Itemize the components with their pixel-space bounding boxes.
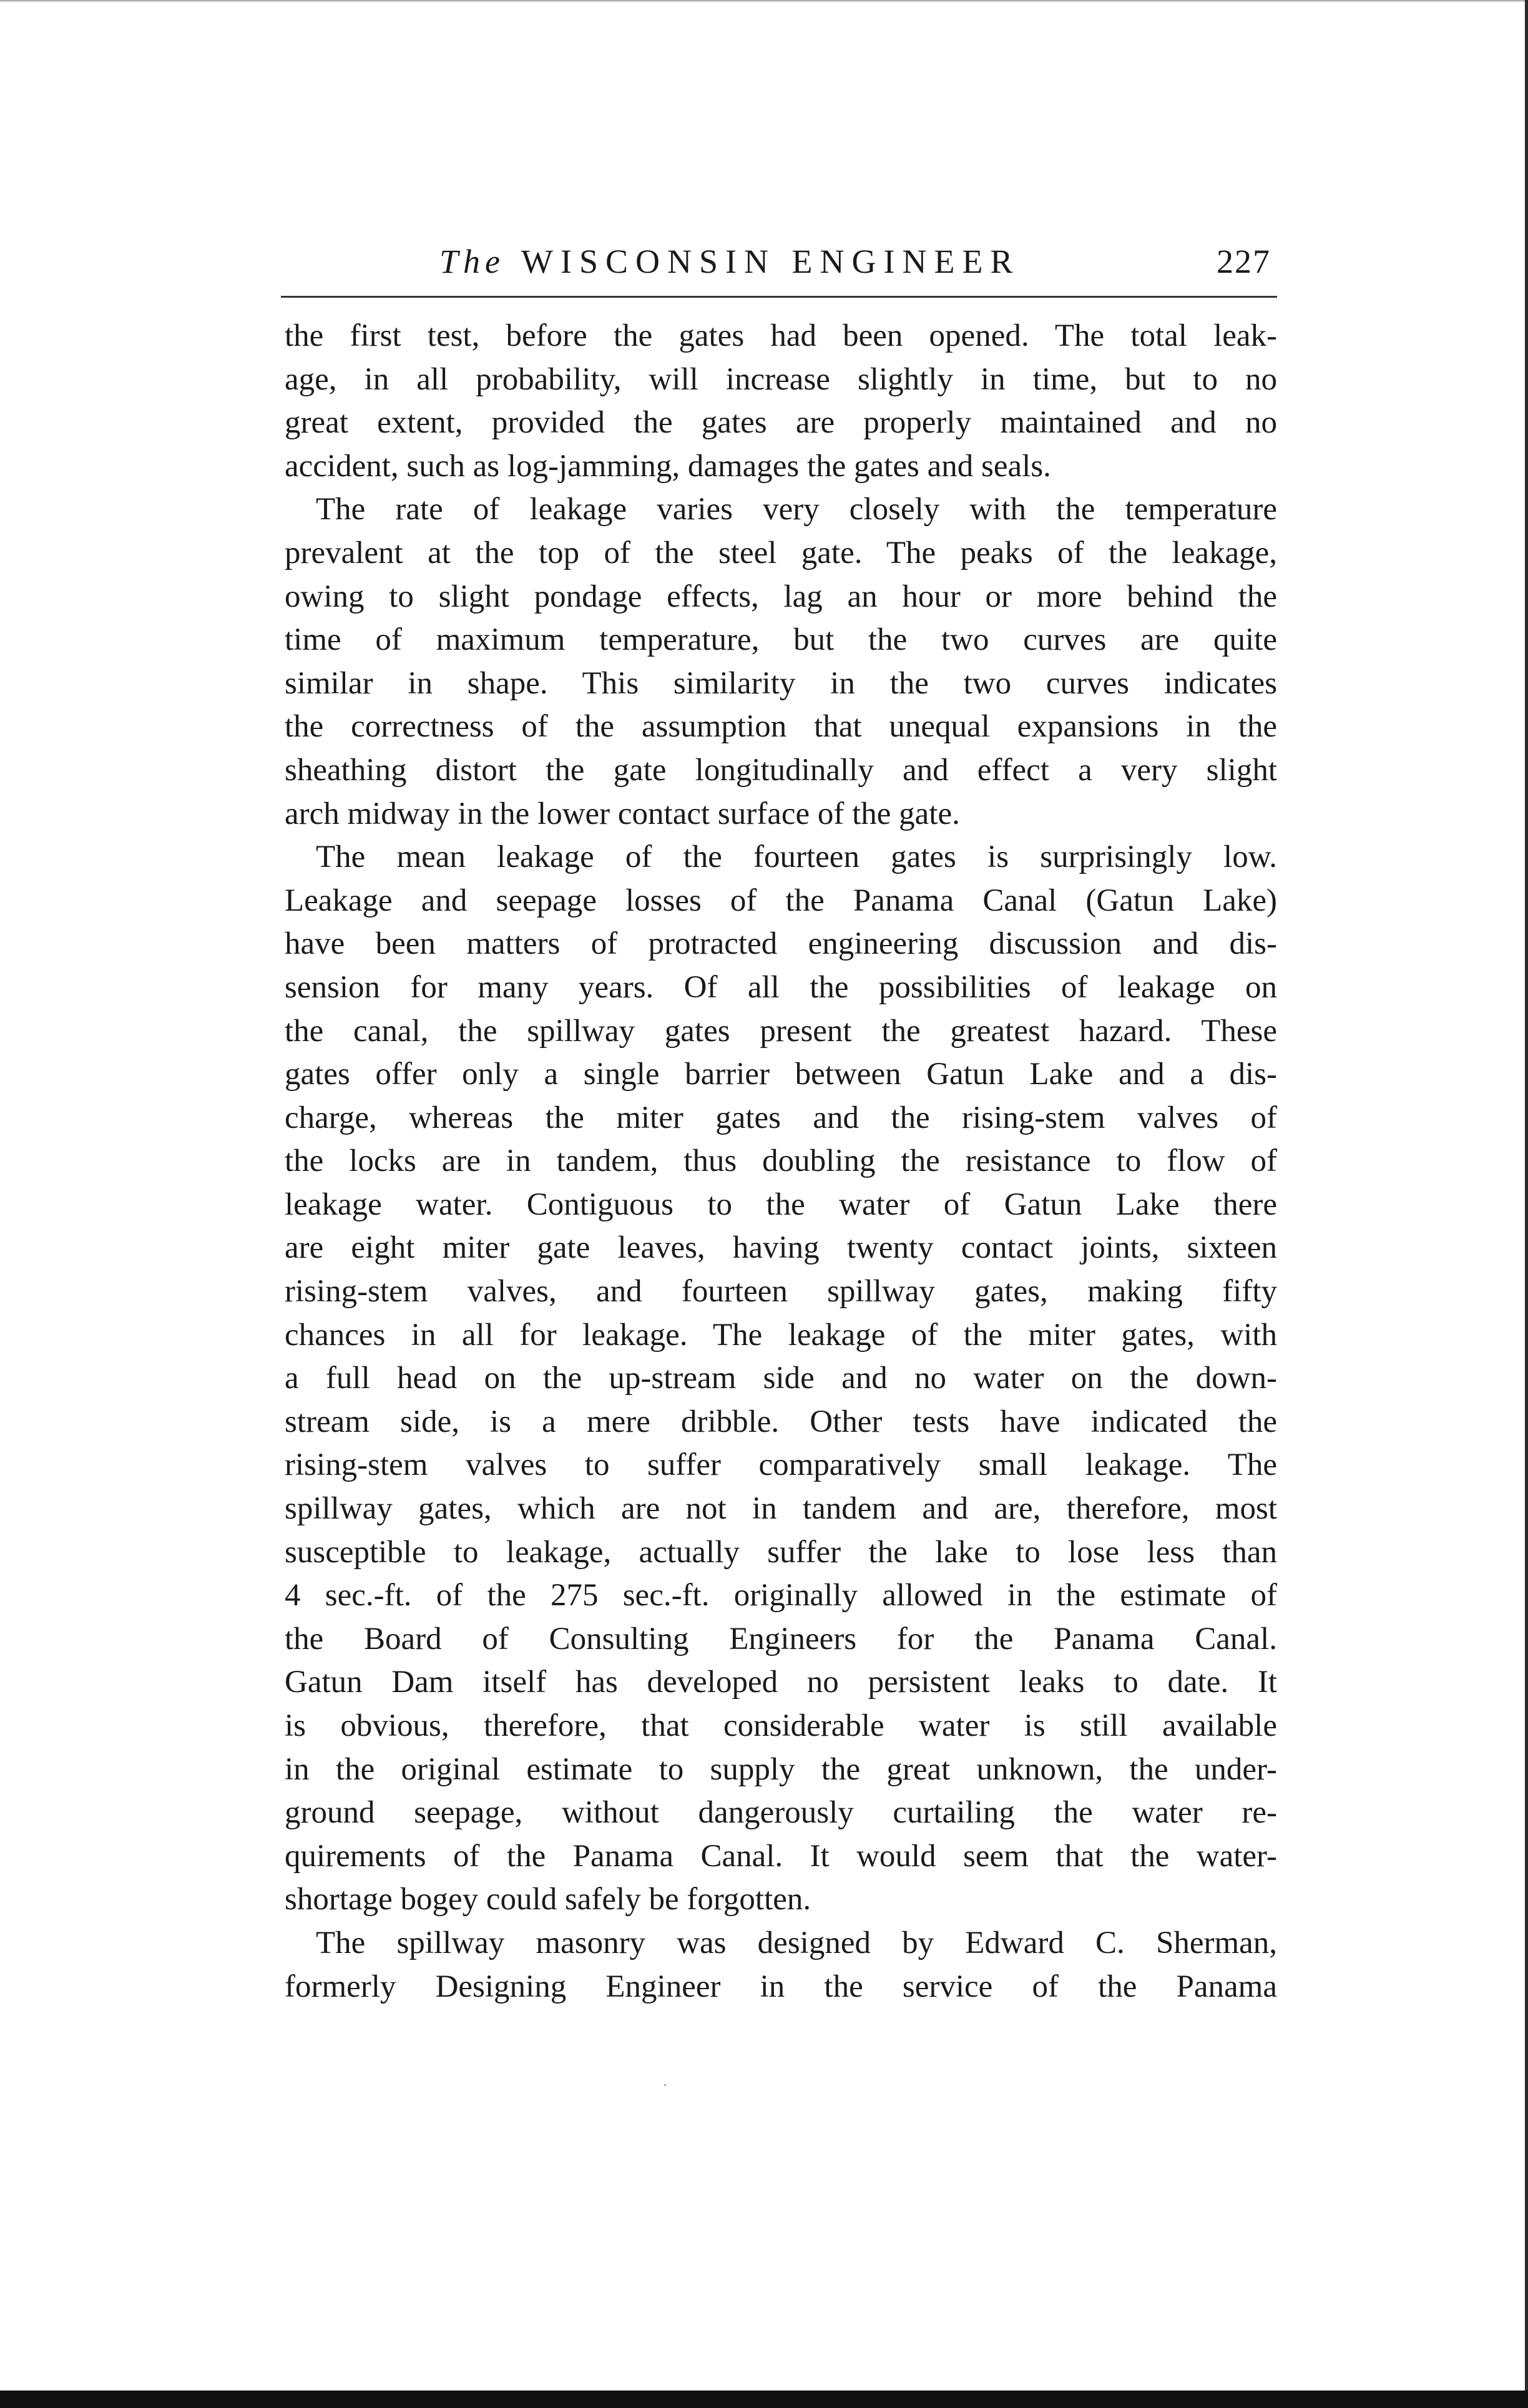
scan-right-edge (1525, 0, 1528, 2408)
text-line: ground seepage, without dangerously curtailing the water re- (285, 1795, 1277, 1831)
scan-speck (664, 2084, 666, 2086)
running-header (281, 240, 1277, 283)
paragraph (285, 836, 1277, 1922)
journal-title (439, 240, 1020, 283)
text-line: gates offer only a single barrier between Gatun Lake and a dis- (285, 1057, 1277, 1092)
text-line: is obvious, therefore, that considerable water is still available (285, 1708, 1277, 1743)
journal-title-name: WISCONSIN ENGINEER (521, 243, 1021, 280)
journal-title-article: The (439, 243, 505, 280)
text-line: sension for many years. Of all the possibilities of leakage on (285, 969, 1277, 1005)
text-line: quirements of the Panama Canal. It would seem that the water- (285, 1838, 1277, 1874)
text-line: a full head on the up-stream side and no water on the down- (285, 1361, 1277, 1396)
text-line: formerly Designing Engineer in the service of the Panama (285, 1969, 1277, 2004)
text-line: rising-stem valves, and fourteen spillway gates, making fifty (285, 1274, 1277, 1309)
text-line: the locks are in tandem, thus doubling the resistance to flow of (285, 1143, 1277, 1179)
body-text (285, 315, 1277, 2009)
text-line: chances in all for leakage. The leakage of the miter gates, with (285, 1317, 1277, 1353)
text-line: age, in all probability, will increase slightly in time, but to no (285, 361, 1277, 397)
text-line: similar in shape. This similarity in the two curves indicates (285, 665, 1277, 701)
text-line: the Board of Consulting Engineers for the Panama Canal. (285, 1621, 1277, 1657)
text-line: shortage bogey could safely be forgotten. (285, 1882, 811, 1917)
text-line: are eight miter gate leaves, having twenty contact joints, sixteen (285, 1230, 1277, 1266)
text-line: sheathing distort the gate longitudinally and effect a very slight (285, 752, 1277, 788)
text-line: leakage water. Contiguous to the water of Gatun Lake there (285, 1187, 1277, 1222)
text-line: the canal, the spillway gates present the greatest hazard. These (285, 1013, 1277, 1049)
scan-top-edge (0, 0, 1528, 2)
page-number: 227 (1217, 243, 1271, 280)
text-line: The spillway masonry was designed by Edward C. Sherman, (316, 1925, 1277, 1960)
paragraph (285, 315, 1277, 488)
text-line: 4 sec.-ft. of the 275 sec.-ft. originally allowed in the estimate of (285, 1578, 1277, 1613)
text-line: the correctness of the assumption that unequal expansions in the (285, 709, 1277, 745)
text-line: Gatun Dam itself has developed no persistent leaks to date. It (285, 1665, 1277, 1700)
text-line: Leakage and seepage losses of the Panama Canal (Gatun Lake) (285, 883, 1277, 918)
header-rule (281, 296, 1277, 298)
text-line: in the original estimate to supply the great unknown, the under- (285, 1751, 1277, 1787)
text-line: great extent, provided the gates are properly maintained and no (285, 405, 1277, 441)
text-line: susceptible to leakage, actually suffer the lake to lose less than (285, 1534, 1277, 1570)
text-line: spillway gates, which are not in tandem and are, therefore, most (285, 1491, 1277, 1527)
text-line: arch midway in the lower contact surface of the gate. (285, 796, 960, 831)
text-line: have been matters of protracted engineering discussion and dis- (285, 926, 1277, 962)
text-line: charge, whereas the miter gates and the rising-stem valves of (285, 1100, 1277, 1135)
text-line: owing to slight pondage effects, lag an hour or more behind the (285, 579, 1277, 614)
text-line: time of maximum temperature, but the two curves are quite (285, 622, 1277, 658)
scan-bottom-edge (0, 2391, 1528, 2408)
text-line: the first test, before the gates had been opened. The total leak- (285, 318, 1277, 353)
text-line: The rate of leakage varies very closely with the temperature (316, 492, 1277, 527)
text-line: The mean leakage of the fourteen gates is surprisingly low. (316, 839, 1277, 875)
paragraph (285, 488, 1277, 836)
text-line: rising-stem valves to suffer comparatively small leakage. The (285, 1447, 1277, 1483)
text-line: stream side, is a mere dribble. Other tests have indicated the (285, 1404, 1277, 1439)
text-line: accident, such as log-jamming, damages the gates and seals. (285, 448, 1051, 484)
text-line: prevalent at the top of the steel gate. The peaks of the leakage, (285, 535, 1277, 570)
paragraph (285, 1922, 1277, 2009)
